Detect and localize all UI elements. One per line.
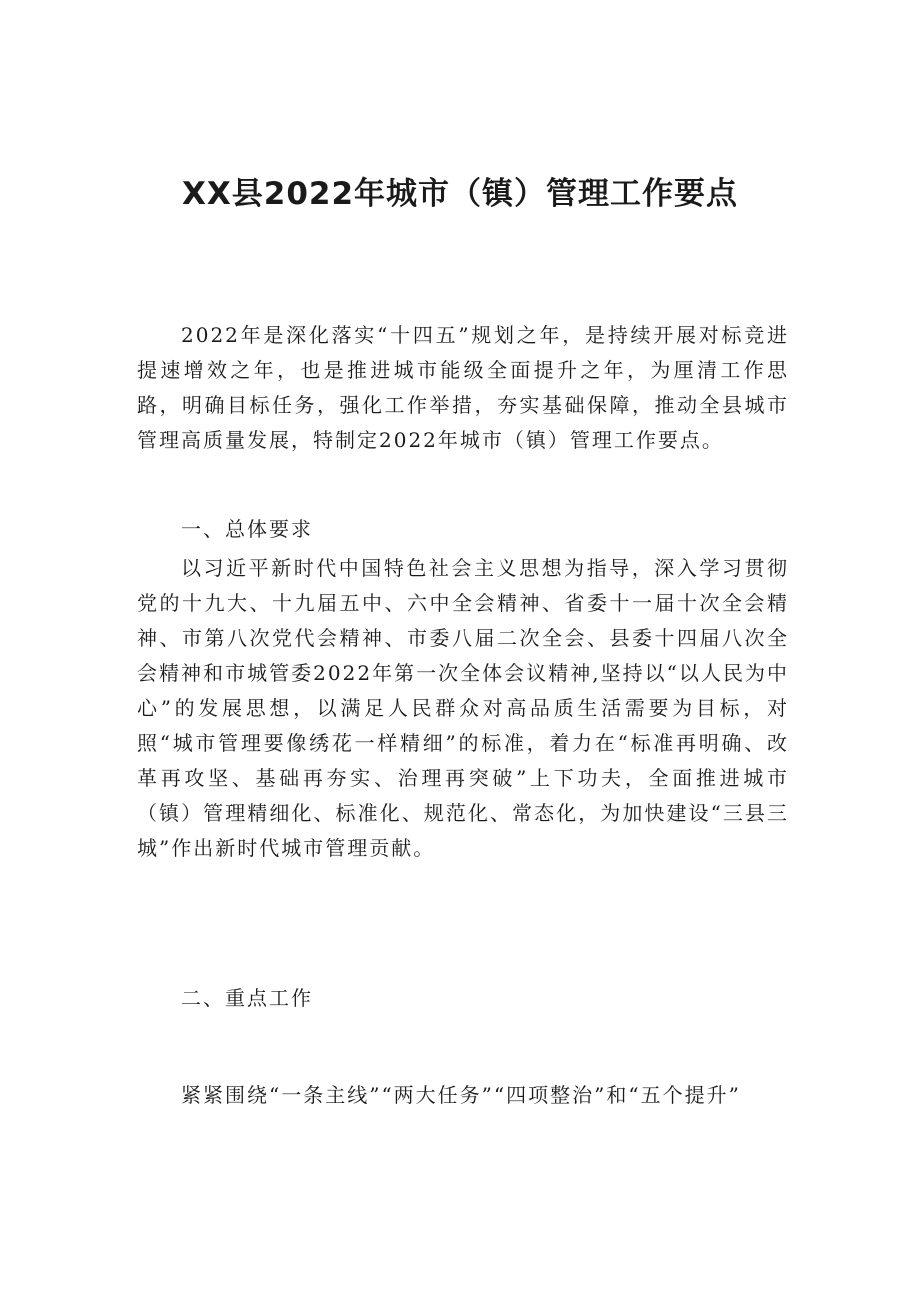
key-work-paragraph: 紧紧围绕“一条主线”“两大任务”“四项整治”和“五个提升”: [181, 1083, 741, 1107]
section-heading-key-work: 二、重点工作: [181, 986, 313, 1010]
intro-paragraph: 2022年是深化落实“十四五”规划之年，是持续开展对标竞进提速增效之年，也是推进城市能级全面提升之年，为厘清工作思路，明确目标任务，强化工作举措，夯实基础保障，推动全县城市管理高质量发展，特制定2022年城市（镇）管理工作要点。: [137, 323, 789, 452]
document-title: XX县2022年城市（镇）管理工作要点: [181, 176, 739, 212]
section-heading-general-requirements: 一、总体要求: [181, 517, 313, 541]
requirements-paragraph: 以习近平新时代中国特色社会主义思想为指导，深入学习贯彻党的十九大、十九届五中、六中全会精神、省委十一届十次全会精神、市第八次党代会精神、市委八届二次全会、县委十四届八次全会精神和市城管委2022年第一次全体会议精神,坚持以“以人民为中心”的发展思想，以满足人民群众对高品质生活需要为目标，对照“城市管理要像绣花一样精细”的标准，着力在“标准再明确、改革再攻坚、基础再夯实、治理再突破”上下功夫，全面推进城市（镇）管理精细化、标准化、规范化、常态化，为加快建设“三县三城”作出新时代城市管理贡献。: [137, 556, 789, 860]
